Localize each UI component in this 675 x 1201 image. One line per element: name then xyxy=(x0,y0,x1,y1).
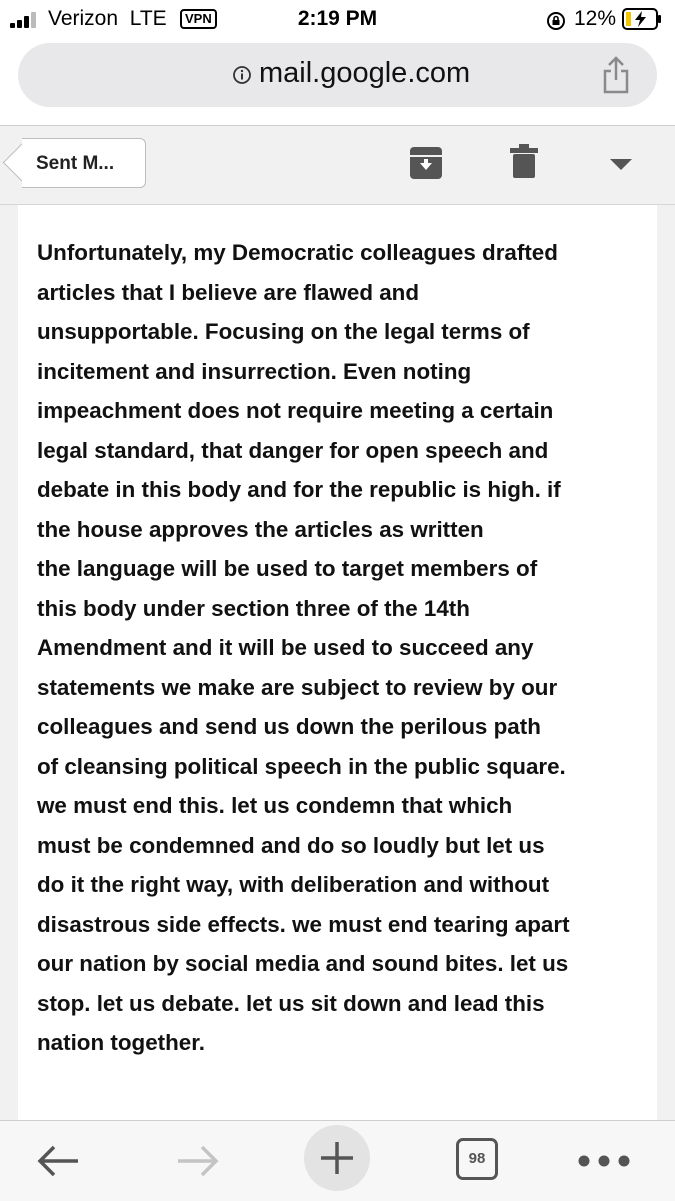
message-card xyxy=(18,205,657,1120)
chevron-down-icon[interactable] xyxy=(610,159,632,171)
arrow-left-icon[interactable] xyxy=(34,1141,82,1181)
gmail-toolbar xyxy=(0,126,675,205)
plus-icon xyxy=(319,1140,355,1176)
message-area xyxy=(0,205,675,1120)
info-icon[interactable] xyxy=(232,65,252,85)
trash-icon[interactable] xyxy=(509,143,539,179)
browser-bottom-toolbar xyxy=(0,1120,675,1201)
network-type: LTE xyxy=(129,7,167,30)
vpn-badge: VPN xyxy=(180,9,217,29)
battery-icon xyxy=(622,8,662,30)
more-dots-icon[interactable] xyxy=(578,1155,630,1167)
url-text[interactable]: mail.google.com xyxy=(259,57,471,89)
rotation-lock-icon xyxy=(546,11,566,31)
battery-percent: 12% xyxy=(574,7,617,30)
share-icon[interactable] xyxy=(600,55,632,95)
message-body: Unfortunately, my Democratic colleagues drafted articles that I believe are flawed and unsupportable. Focusing on the legal terms of incitement and insurrection. Even noting impeachment does not require meeting a certain legal standard, that danger for open speech and debate in this body and for the republic is high. if the house approves the articles as written the language will be used to target members of this body under section three of the 14th Amendment and it will be used to succeed any statements we make are subject to review by our colleagues and send us down the perilous path of cleansing political speech in the public square. we must end this. let us condemn that which must be condemned and do so loudly but let us do it the right way, with deliberation and without disastrous side effects. we must end tearing apart our nation by social media and sound bites. let us stop. let us debate. let us sit down and lead this nation together. xyxy=(37,240,570,1055)
arrow-right-icon[interactable] xyxy=(174,1141,222,1181)
address-bar[interactable] xyxy=(18,43,657,107)
status-bar xyxy=(0,0,675,38)
archive-icon[interactable] xyxy=(409,146,443,180)
back-button-label[interactable]: Sent M... xyxy=(36,153,115,174)
tab-switcher-button[interactable]: 98 xyxy=(456,1138,498,1180)
new-tab-button[interactable] xyxy=(304,1125,370,1191)
carrier-name: Verizon xyxy=(48,7,119,30)
status-time: 2:19 PM xyxy=(297,7,378,30)
